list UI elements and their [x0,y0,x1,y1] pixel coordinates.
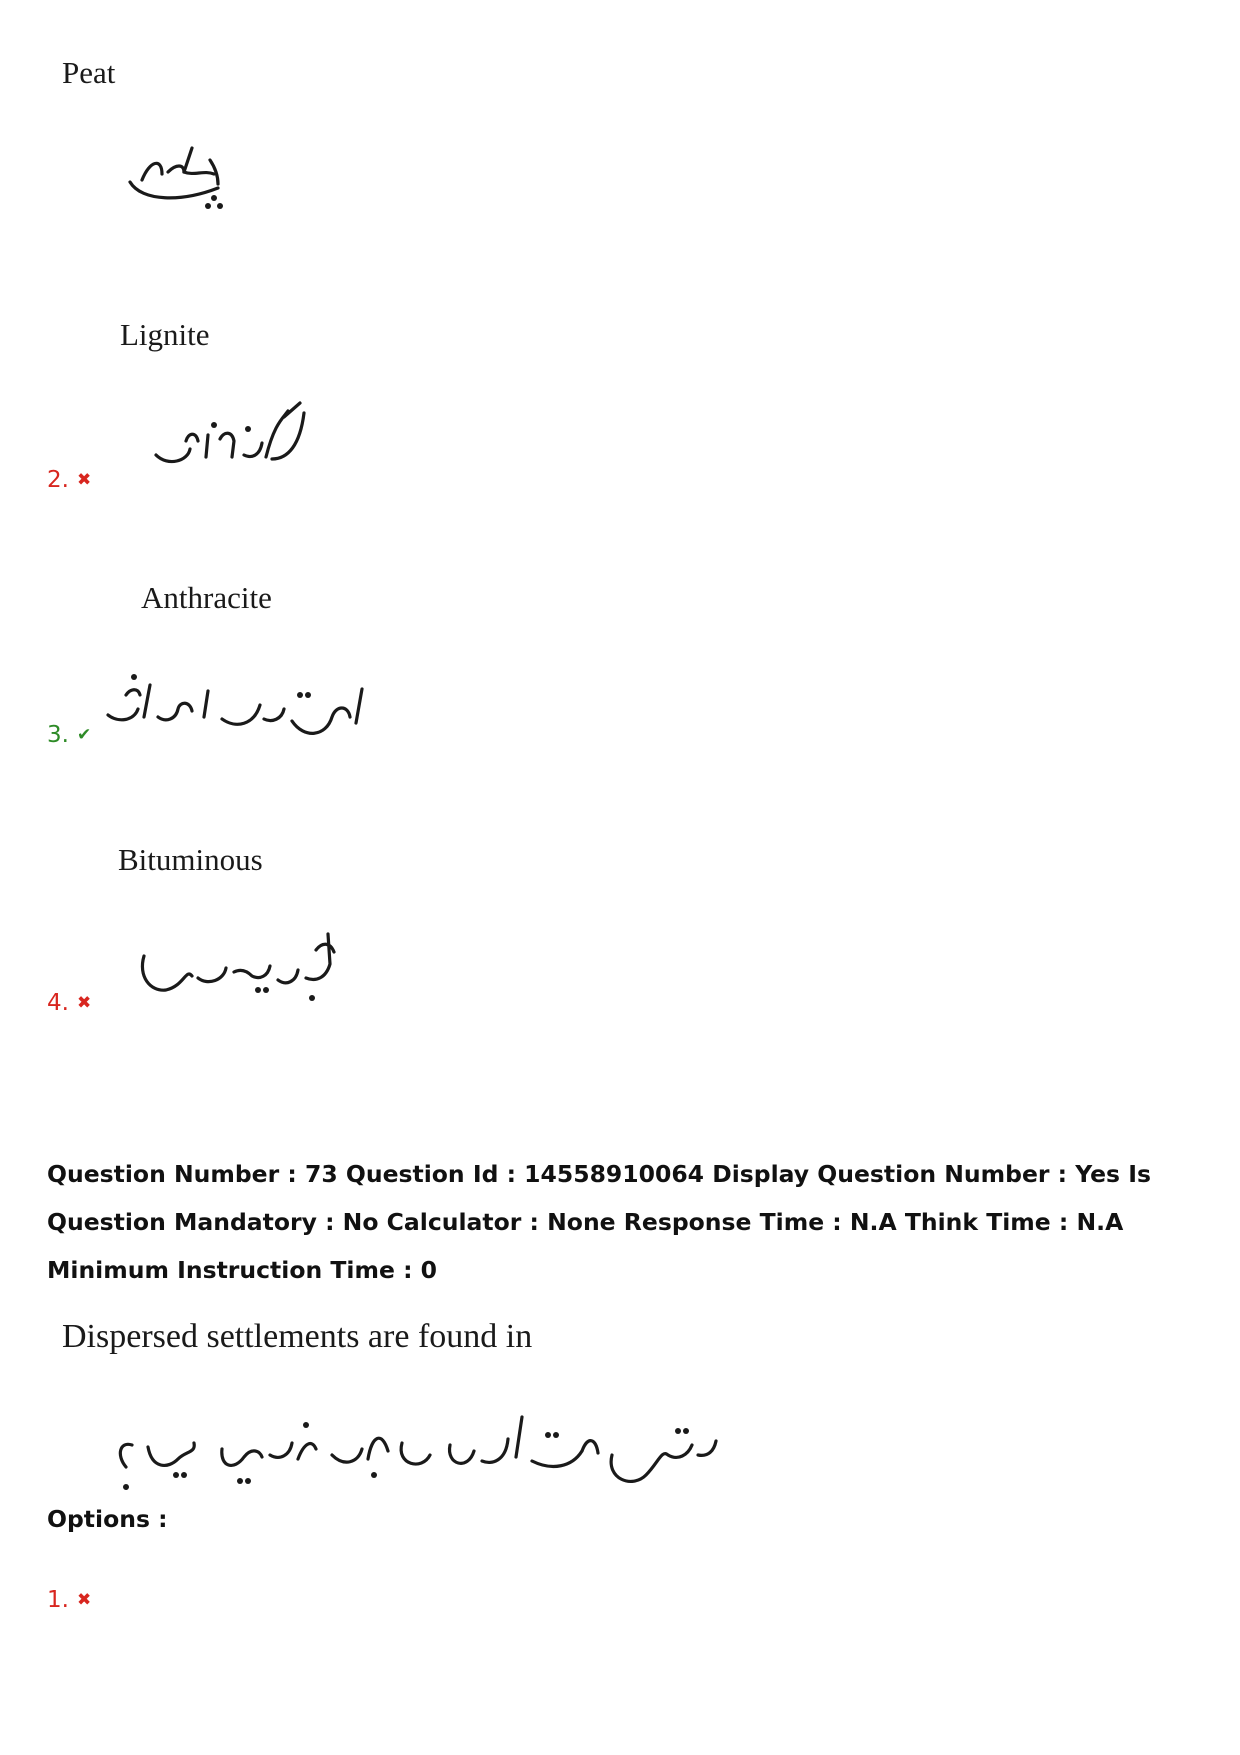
option-number-2 [47,467,91,493]
cross-icon: ✖ [76,993,92,1013]
option-number-3 [47,722,91,748]
option-number-label: 3. [47,722,69,748]
option-number-label: 1. [47,1587,69,1613]
option-english-peat: Peat [62,55,116,90]
option-urdu-bituminous [136,920,356,1010]
option-urdu-lignite [148,395,318,475]
option-number-1 [47,1587,91,1613]
option-urdu-peat [122,140,232,215]
question-urdu [112,1395,722,1505]
question-metadata: Question Number : 73 Question Id : 14558910064 Display Question Number : Yes Is Question Mandatory : No Calculator : None Response Time : N.A Think Time : N.A Minimum Instruction Time : 0 [47,1160,1151,1284]
options-heading: Options : [47,1505,168,1533]
cross-icon: ✖ [76,1590,92,1610]
option-number-label: 4. [47,990,69,1016]
option-urdu-anthracite [104,665,374,750]
option-english-anthracite: Anthracite [141,580,272,615]
option-english-lignite: Lignite [120,317,210,352]
option-number-label: 2. [47,467,69,493]
question-english: Dispersed settlements are found in [62,1318,533,1355]
option-number-4 [47,990,91,1016]
checkmark-icon: ✔ [76,725,92,745]
option-english-bituminous: Bituminous [118,842,263,877]
cross-icon: ✖ [76,470,92,490]
